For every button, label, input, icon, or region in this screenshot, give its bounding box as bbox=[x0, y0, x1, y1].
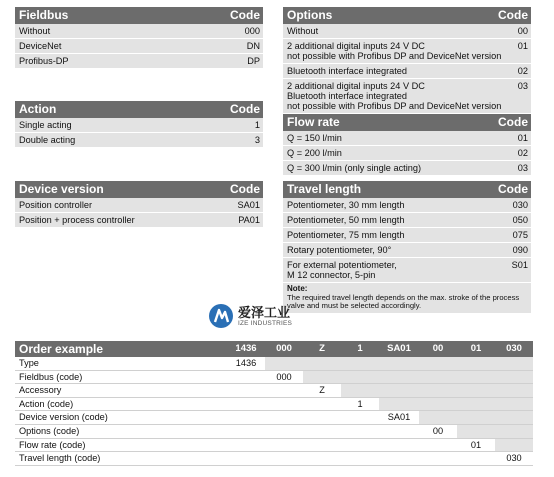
row-label: 2 additional digital inputs 24 V DC not possible with Profibus DP and DeviceNet version bbox=[287, 41, 502, 61]
travel-length-header bbox=[283, 181, 531, 198]
order-cell bbox=[495, 411, 533, 425]
note-text: The required travel length depends on the max. stroke of the process valve and must be selected accordingly. bbox=[287, 292, 520, 310]
flow-rate-title: Flow rate bbox=[287, 115, 340, 129]
flow-rate-code-header: Code bbox=[498, 115, 528, 129]
row-code: DP bbox=[247, 56, 260, 66]
order-example-table bbox=[15, 341, 533, 466]
logo-text-cn: 爱泽工业 bbox=[238, 304, 291, 320]
options-row bbox=[283, 79, 531, 114]
action-header bbox=[15, 101, 263, 118]
device-version-row bbox=[15, 213, 263, 228]
order-cell: 01 bbox=[457, 438, 495, 452]
travel-length-row bbox=[283, 243, 531, 258]
row-label: Potentiometer, 30 mm length bbox=[287, 200, 405, 210]
flow-rate-row bbox=[283, 131, 531, 146]
options-row bbox=[283, 64, 531, 79]
order-row bbox=[15, 411, 533, 425]
order-cell bbox=[457, 370, 495, 384]
row-code: 030 bbox=[512, 200, 528, 210]
order-cell bbox=[265, 384, 303, 398]
row-code: 03 bbox=[517, 163, 528, 173]
row-label: Without bbox=[287, 26, 319, 36]
order-cell bbox=[457, 357, 495, 370]
options-table bbox=[283, 7, 531, 114]
row-label: Rotary potentiometer, 90° bbox=[287, 245, 392, 255]
order-cell bbox=[495, 357, 533, 370]
row-label: Without bbox=[19, 26, 51, 36]
order-row bbox=[15, 384, 533, 398]
order-cell bbox=[265, 397, 303, 411]
row-label: Single acting bbox=[19, 120, 72, 130]
order-cell bbox=[341, 452, 379, 466]
row-label: Position + process controller bbox=[19, 215, 135, 225]
device-version-title: Device version bbox=[19, 182, 104, 196]
order-cell bbox=[265, 411, 303, 425]
options-rows bbox=[283, 24, 531, 114]
order-row bbox=[15, 397, 533, 411]
device-version-code-header: Code bbox=[230, 182, 260, 196]
order-cell bbox=[303, 452, 341, 466]
order-code-header: 00 bbox=[419, 341, 457, 357]
order-cell bbox=[495, 397, 533, 411]
order-cell bbox=[303, 411, 341, 425]
row-label: Bluetooth interface integrated bbox=[287, 66, 408, 76]
order-cell bbox=[227, 438, 265, 452]
order-cell bbox=[265, 357, 303, 370]
order-cell bbox=[379, 370, 419, 384]
order-cell: 000 bbox=[265, 370, 303, 384]
device-version-table bbox=[15, 181, 263, 228]
order-row-label: Accessory bbox=[15, 384, 227, 398]
row-code: 050 bbox=[512, 215, 528, 225]
order-cell bbox=[457, 384, 495, 398]
order-code-header: SA01 bbox=[379, 341, 419, 357]
order-cell bbox=[265, 424, 303, 438]
order-cell bbox=[227, 424, 265, 438]
row-code: 02 bbox=[517, 66, 528, 76]
order-row-label: Type bbox=[15, 357, 227, 370]
order-row bbox=[15, 357, 533, 370]
order-body bbox=[15, 357, 533, 465]
travel-length-row bbox=[283, 213, 531, 228]
device-version-rows bbox=[15, 198, 263, 228]
flow-rate-header bbox=[283, 114, 531, 131]
row-code: DN bbox=[246, 41, 260, 51]
row-label: Position controller bbox=[19, 200, 93, 210]
travel-length-row bbox=[283, 258, 531, 283]
row-label: Potentiometer, 75 mm length bbox=[287, 230, 405, 240]
order-cell bbox=[303, 357, 341, 370]
flow-rate-table bbox=[283, 114, 531, 176]
order-cell bbox=[341, 438, 379, 452]
row-code: 01 bbox=[517, 41, 528, 51]
options-title: Options bbox=[287, 8, 333, 22]
order-row-label: Flow rate (code) bbox=[15, 438, 227, 452]
fieldbus-rows bbox=[15, 24, 263, 69]
row-label: Q = 300 l/min (only single acting) bbox=[287, 163, 422, 173]
options-code-header: Code bbox=[498, 8, 528, 22]
order-title: Order example bbox=[15, 341, 227, 357]
order-cell: 030 bbox=[495, 452, 533, 466]
order-cell: 1436 bbox=[227, 357, 265, 370]
order-row-label: Travel length (code) bbox=[15, 452, 227, 466]
order-row-label: Fieldbus (code) bbox=[15, 370, 227, 384]
row-code: 090 bbox=[512, 245, 528, 255]
order-cell bbox=[457, 411, 495, 425]
device-version-row bbox=[15, 198, 263, 213]
action-row bbox=[15, 133, 263, 148]
order-cell bbox=[341, 384, 379, 398]
order-cell bbox=[303, 424, 341, 438]
order-cell bbox=[227, 384, 265, 398]
action-code-header: Code bbox=[230, 102, 260, 116]
order-code-header: Z bbox=[303, 341, 341, 357]
order-cell bbox=[265, 438, 303, 452]
order-cell bbox=[341, 411, 379, 425]
order-row-label: Options (code) bbox=[15, 424, 227, 438]
order-cell bbox=[341, 357, 379, 370]
device-version-header bbox=[15, 181, 263, 198]
row-code: S01 bbox=[511, 260, 528, 270]
row-code: 01 bbox=[517, 133, 528, 143]
order-cell bbox=[379, 438, 419, 452]
order-cell bbox=[419, 397, 457, 411]
order-cell bbox=[379, 424, 419, 438]
row-label: 2 additional digital inputs 24 V DC Bluetooth interface integrated not possible with Profibus DP and DeviceNet version bbox=[287, 81, 502, 111]
order-cell bbox=[495, 370, 533, 384]
order-row bbox=[15, 424, 533, 438]
order-code-header: 1436 bbox=[227, 341, 265, 357]
order-row-label: Device version (code) bbox=[15, 411, 227, 425]
fieldbus-code-header: Code bbox=[230, 8, 260, 22]
travel-length-row bbox=[283, 198, 531, 213]
order-row bbox=[15, 452, 533, 466]
order-cell: 1 bbox=[341, 397, 379, 411]
order-cell bbox=[227, 397, 265, 411]
options-row bbox=[283, 39, 531, 64]
row-code: 03 bbox=[517, 81, 528, 91]
row-label: Double acting bbox=[19, 135, 76, 145]
order-cell bbox=[303, 370, 341, 384]
order-code-header: 000 bbox=[265, 341, 303, 357]
travel-length-title: Travel length bbox=[287, 182, 362, 196]
order-cell bbox=[495, 438, 533, 452]
row-code: 075 bbox=[512, 230, 528, 240]
options-row bbox=[283, 24, 531, 39]
order-cell bbox=[379, 357, 419, 370]
order-cell bbox=[495, 424, 533, 438]
company-logo bbox=[208, 303, 292, 329]
row-code: SA01 bbox=[237, 200, 260, 210]
order-row bbox=[15, 438, 533, 452]
logo-mark-icon bbox=[208, 303, 234, 329]
fieldbus-table bbox=[15, 7, 263, 69]
row-code: PA01 bbox=[238, 215, 260, 225]
order-cell bbox=[303, 397, 341, 411]
order-cell bbox=[227, 370, 265, 384]
action-rows bbox=[15, 118, 263, 148]
row-code: 000 bbox=[244, 26, 260, 36]
order-cell bbox=[379, 452, 419, 466]
order-cell bbox=[419, 452, 457, 466]
options-header bbox=[283, 7, 531, 24]
row-label: For external potentiometer, M 12 connector, 5-pin bbox=[287, 260, 397, 280]
flow-rate-row bbox=[283, 161, 531, 176]
row-label: Profibus-DP bbox=[19, 56, 69, 66]
order-row-label: Action (code) bbox=[15, 397, 227, 411]
flow-rate-rows bbox=[283, 131, 531, 176]
order-cell bbox=[419, 438, 457, 452]
order-code-header: 030 bbox=[495, 341, 533, 357]
order-code-header: 1 bbox=[341, 341, 379, 357]
row-code: 1 bbox=[254, 120, 260, 130]
order-cell bbox=[227, 452, 265, 466]
logo-text-en: IZE INDUSTRIES bbox=[238, 319, 293, 327]
travel-length-rows bbox=[283, 198, 531, 283]
order-cell bbox=[419, 370, 457, 384]
order-cell bbox=[303, 438, 341, 452]
action-row bbox=[15, 118, 263, 133]
order-cell bbox=[341, 424, 379, 438]
action-title: Action bbox=[19, 102, 57, 116]
travel-length-row bbox=[283, 228, 531, 243]
order-cell bbox=[457, 424, 495, 438]
order-cell bbox=[457, 452, 495, 466]
fieldbus-header bbox=[15, 7, 263, 24]
order-row bbox=[15, 370, 533, 384]
row-label: Potentiometer, 50 mm length bbox=[287, 215, 405, 225]
order-cell bbox=[419, 411, 457, 425]
row-code: 00 bbox=[517, 26, 528, 36]
order-cell bbox=[265, 452, 303, 466]
row-label: Q = 200 l/min bbox=[287, 148, 342, 158]
fieldbus-title: Fieldbus bbox=[19, 8, 69, 22]
order-cell bbox=[379, 397, 419, 411]
order-cell: Z bbox=[303, 384, 341, 398]
travel-length-table bbox=[283, 181, 531, 313]
action-table bbox=[15, 101, 263, 148]
fieldbus-row bbox=[15, 24, 263, 39]
travel-length-code-header: Code bbox=[498, 182, 528, 196]
row-code: 3 bbox=[254, 135, 260, 145]
fieldbus-row bbox=[15, 39, 263, 54]
order-cell bbox=[419, 384, 457, 398]
order-cell bbox=[341, 370, 379, 384]
note-title: Note: bbox=[287, 284, 308, 293]
flow-rate-row bbox=[283, 146, 531, 161]
order-cell: 00 bbox=[419, 424, 457, 438]
fieldbus-row bbox=[15, 54, 263, 69]
travel-length-note bbox=[283, 283, 531, 313]
row-label: Q = 150 l/min bbox=[287, 133, 342, 143]
row-code: 02 bbox=[517, 148, 528, 158]
order-header-row bbox=[15, 341, 533, 357]
order-cell bbox=[457, 397, 495, 411]
order-cell bbox=[419, 357, 457, 370]
order-code-header: 01 bbox=[457, 341, 495, 357]
order-cell bbox=[495, 384, 533, 398]
order-cell bbox=[227, 411, 265, 425]
order-cell: SA01 bbox=[379, 411, 419, 425]
order-cell bbox=[379, 384, 419, 398]
row-label: DeviceNet bbox=[19, 41, 62, 51]
